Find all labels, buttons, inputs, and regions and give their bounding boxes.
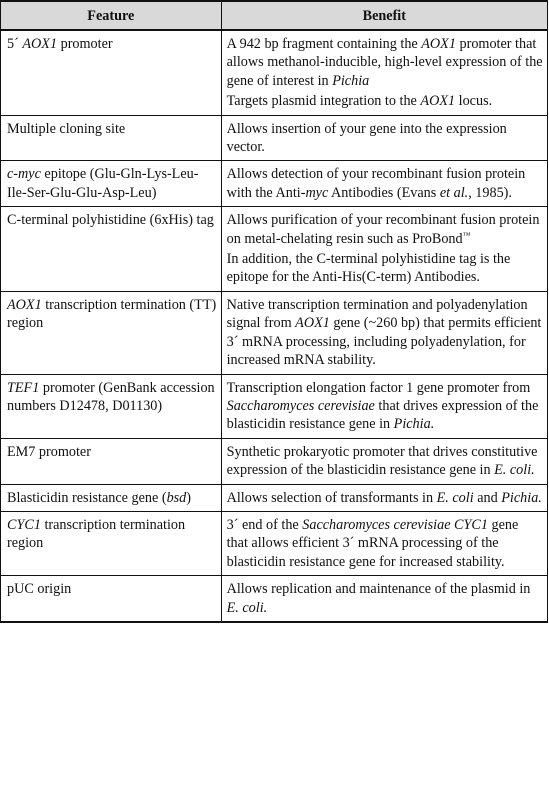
benefit-cell xyxy=(221,511,547,575)
feature-cell xyxy=(1,161,222,207)
feature-cell xyxy=(1,484,222,511)
table-row xyxy=(1,484,548,511)
benefit-cell xyxy=(221,484,547,511)
italic-text: AOX1 xyxy=(295,315,330,332)
text-run: A 942 bp fragment containing the xyxy=(226,36,422,52)
text-run: Allows purification of your recombinant fusion protein on metal-chelating resin such as ProBond xyxy=(226,212,540,247)
header-row xyxy=(1,1,548,30)
benefit-paragraph xyxy=(227,296,543,370)
italic-text: Pichia xyxy=(332,72,370,89)
benefit-paragraph xyxy=(227,250,543,287)
italic-text: CYC1 xyxy=(7,516,41,533)
feature-cell xyxy=(1,438,222,484)
text-run: Antibodies (Evans xyxy=(328,184,440,201)
text-run: EM7 promoter xyxy=(7,443,91,460)
benefit-cell xyxy=(221,161,547,207)
text-run: C-terminal polyhistidine (6xHis) tag xyxy=(7,212,214,229)
italic-text: Pichia. xyxy=(501,489,542,506)
text-run: that drives expression of the blasticidin resistance gene in xyxy=(226,397,539,433)
text-run: pUC origin xyxy=(7,581,72,598)
benefit-cell xyxy=(221,576,547,622)
text-run: transcription termination (TT) region xyxy=(7,296,217,332)
benefit-paragraph xyxy=(227,379,543,434)
text-run: , 1985). xyxy=(468,184,512,201)
table-row xyxy=(1,576,548,622)
text-run: Allows selection of transformants in xyxy=(226,489,437,506)
text-run: Synthetic prokaryotic promoter that drives constitutive expression of the blasticidin resistance gene in xyxy=(226,443,538,479)
text-run: 5´ xyxy=(7,36,23,52)
feature-cell xyxy=(1,576,222,622)
table-row xyxy=(1,438,548,484)
text-run: Allows insertion of your gene into the expression vector. xyxy=(226,120,507,156)
text-run: Blasticidin resistance gene ( xyxy=(7,489,167,506)
benefit-paragraph xyxy=(227,443,543,480)
text-run: Targets plasmid integration to the xyxy=(226,93,421,110)
benefit-paragraph xyxy=(227,35,543,90)
feature-cell xyxy=(1,374,222,438)
italic-text: Saccharomyces cerevisiae xyxy=(226,397,375,414)
text-run: Native transcription termination and polyadenylation signal from xyxy=(226,296,528,332)
italic-text: E. coli. xyxy=(494,462,535,479)
table-row xyxy=(1,374,548,438)
feature-cell xyxy=(1,291,222,374)
italic-text: Pichia. xyxy=(393,416,435,433)
text-run: and xyxy=(473,489,502,506)
benefit-paragraph xyxy=(227,165,543,202)
benefit-paragraph xyxy=(227,580,543,617)
text-run: transcription termination region xyxy=(7,516,186,552)
feature-cell xyxy=(1,115,222,161)
text-run: promoter xyxy=(57,36,113,52)
benefit-cell xyxy=(221,291,547,374)
benefit-cell xyxy=(221,374,547,438)
text-run: epitope (Glu-Gln-Lys-Leu-Ile-Ser-Glu-Glu-Asp-Leu) xyxy=(7,166,199,201)
table-body xyxy=(1,30,548,622)
text-run: promoter (GenBank accession numbers D12478, D01130) xyxy=(7,379,215,414)
table-row xyxy=(1,207,548,292)
feature-cell xyxy=(1,207,222,292)
table-row xyxy=(1,115,548,161)
feature-column-header: Feature xyxy=(1,1,222,30)
text-run: 3´ end of the xyxy=(226,516,303,533)
benefit-column-header: Benefit xyxy=(221,1,547,30)
benefit-paragraph xyxy=(227,516,543,571)
italic-text: myc xyxy=(305,184,329,201)
italic-text: E. coli xyxy=(436,489,474,506)
italic-text: AOX1 xyxy=(7,296,42,313)
table-row xyxy=(1,30,548,115)
text-run: locus. xyxy=(455,93,493,110)
text-run: Multiple cloning site xyxy=(7,120,126,137)
italic-text: AOX1 xyxy=(420,93,456,110)
benefit-paragraph xyxy=(227,211,543,248)
text-run: Allows replication and maintenance of the plasmid in xyxy=(226,581,531,598)
benefit-cell xyxy=(221,30,547,115)
trademark-symbol: ™ xyxy=(462,229,471,239)
text-run: gene that allows efficient 3´ mRNA processing of the blasticidin resistance gene for increased stability. xyxy=(226,516,519,570)
text-run: In addition, the C-terminal polyhistidine tag is the epitope for the Anti-His(C-term) Antibodies. xyxy=(226,251,511,286)
italic-text: E. coli. xyxy=(226,599,268,616)
benefit-paragraph xyxy=(227,489,543,507)
feature-cell xyxy=(1,30,222,115)
italic-text: bsd xyxy=(166,489,187,506)
feature-cell xyxy=(1,511,222,575)
benefit-cell xyxy=(221,115,547,161)
benefit-cell xyxy=(221,207,547,292)
text-run: gene (~260 bp) that permits efficient 3´ mRNA processing, including polyadenylation, for increased mRNA stability. xyxy=(226,315,542,369)
italic-text: Saccharomyces cerevisiae CYC1 xyxy=(302,516,488,533)
italic-text: et al. xyxy=(439,184,469,201)
italic-text: TEF1 xyxy=(7,379,40,396)
benefit-paragraph xyxy=(227,92,543,110)
table-row xyxy=(1,161,548,207)
text-run: promoter that allows methanol-inducible, high-level expression of the gene of interest in xyxy=(226,36,543,89)
table-row xyxy=(1,511,548,575)
benefit-cell xyxy=(221,438,547,484)
table-row xyxy=(1,291,548,374)
italic-text: c-myc xyxy=(7,166,41,183)
text-run: Transcription elongation factor 1 gene promoter from xyxy=(226,379,531,396)
text-run: ) xyxy=(186,489,192,506)
italic-text: AOX1 xyxy=(421,36,456,52)
benefit-paragraph xyxy=(227,120,543,157)
text-run: Allows detection of your recombinant fusion protein with the Anti- xyxy=(226,166,526,201)
italic-text: AOX1 xyxy=(22,36,58,52)
